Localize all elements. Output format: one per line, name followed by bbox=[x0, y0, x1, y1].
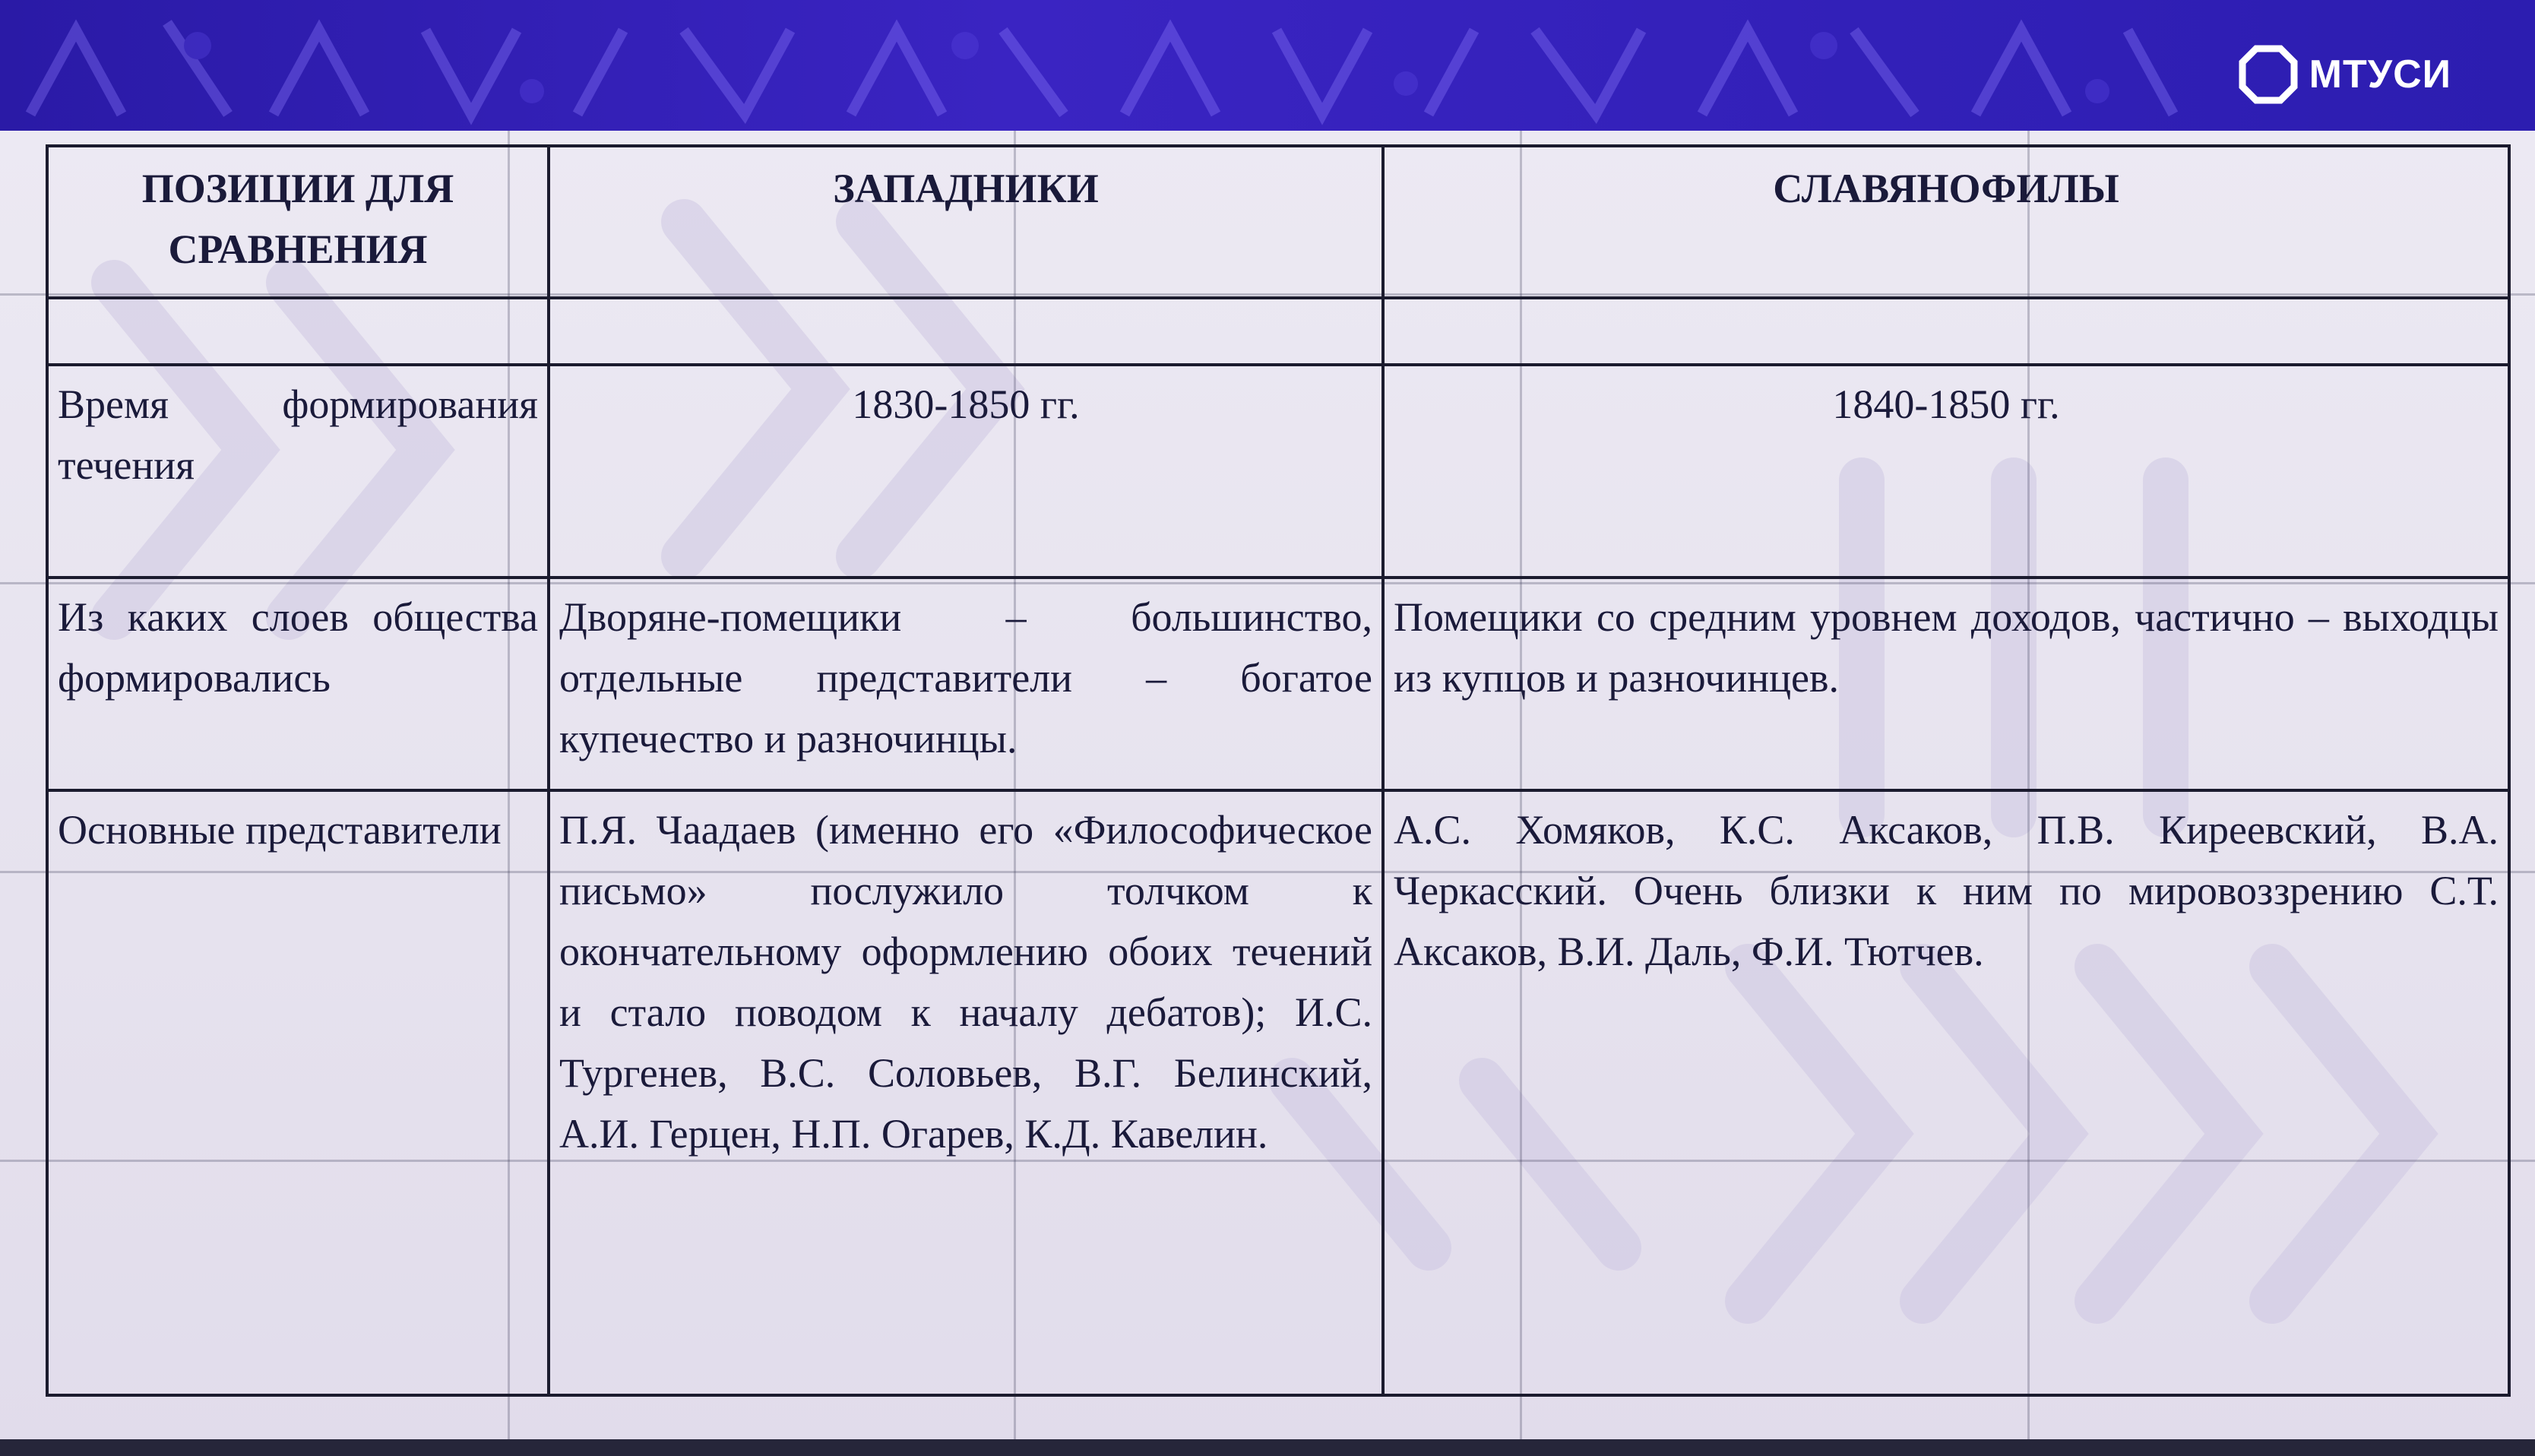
table-spacer-row bbox=[47, 298, 2509, 365]
table-header-row bbox=[47, 146, 2509, 298]
empty-cell bbox=[1383, 298, 2509, 365]
cell-slavophiles: А.С. Хомяков, К.С. Аксаков, П.В. Киреевский, В.А. Черкасский. Очень близки к ним по мировоззрению С.Т. Аксаков, В.И. Даль, Ф.И. Тютчев. bbox=[1383, 790, 2509, 1395]
cell-westerners: П.Я. Чаадаев (именно его «Философическое письмо» послужило толчком к окончательному оформлению обоих течений и стало поводом к началу дебатов); И.С. Тургенев, В.С. Соловьев, В.Г. Белинский, А.И. Герцен, Н.П. Огарев, К.Д. Кавелин. bbox=[549, 790, 1383, 1395]
logo-text: МТУСИ bbox=[2309, 52, 2451, 97]
header-westerners: ЗАПАДНИКИ bbox=[549, 146, 1383, 298]
table-row bbox=[47, 365, 2509, 578]
header-banner bbox=[0, 0, 2535, 131]
cell-position: Из каких слоев общества формировались bbox=[47, 578, 549, 790]
cell-position: Основные представители bbox=[47, 790, 549, 1395]
header-slavophiles: СЛАВЯНОФИЛЫ bbox=[1383, 146, 2509, 298]
logo-octagon-icon bbox=[2238, 44, 2299, 105]
slide-body bbox=[0, 131, 2535, 1456]
cell-westerners: 1830-1850 гг. bbox=[549, 365, 1383, 578]
cell-slavophiles: 1840-1850 гг. bbox=[1383, 365, 2509, 578]
cell-position: Время формирования течения bbox=[47, 365, 549, 578]
empty-cell bbox=[549, 298, 1383, 365]
table-row bbox=[47, 578, 2509, 790]
comparison-table bbox=[46, 144, 2511, 1397]
cell-westerners: Дворяне-помещики – большинство, отдельные представители – богатое купечество и разночинцы. bbox=[549, 578, 1383, 790]
cell-slavophiles: Помещики со средним уровнем доходов, частично – выходцы из купцов и разночинцев. bbox=[1383, 578, 2509, 790]
banner-pattern-decoration bbox=[0, 0, 2535, 131]
screen-bottom-edge bbox=[0, 1439, 2535, 1456]
empty-cell bbox=[47, 298, 549, 365]
table-row bbox=[47, 790, 2509, 1395]
header-positions: ПОЗИЦИИ ДЛЯ СРАВНЕНИЯ bbox=[47, 146, 549, 298]
mtuci-logo bbox=[2238, 44, 2451, 105]
